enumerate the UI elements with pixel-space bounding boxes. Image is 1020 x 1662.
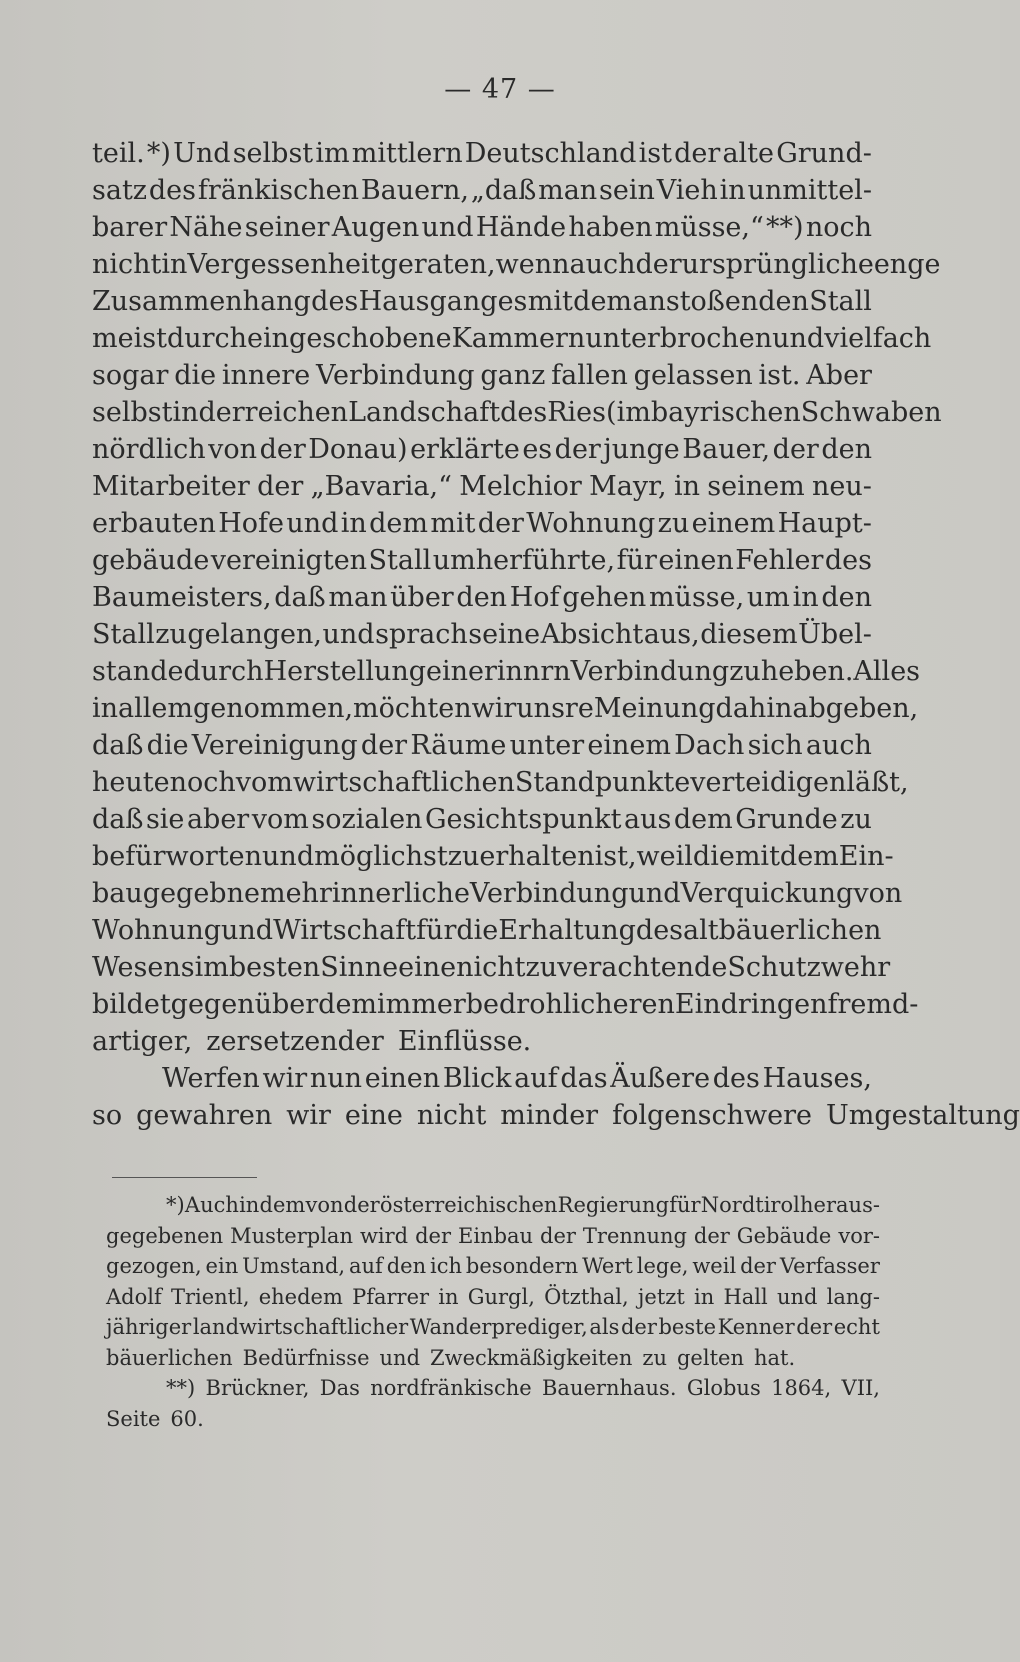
footnote-line: *) Auch in dem von der österreichischen Regierung für Nordtirol heraus- [166, 1193, 880, 1217]
text-line: nicht in Vergessenheit geraten, wenn auch der ursprüngliche enge [92, 249, 941, 280]
text-line: stande durch Herstellung einer innrn Verbindung zu heben. Alles [92, 656, 921, 687]
text-line: Baumeisters, daß man über den Hof gehen müsse, um in den [92, 582, 872, 613]
text-line: bau gegebne mehr innerliche Verbindung und Verquickung von [92, 878, 903, 909]
text-line: so gewahren wir eine nicht minder folgenschwere Umgestaltung [92, 1100, 1020, 1131]
footnotes [106, 1190, 880, 1434]
text-line: erbauten Hofe und in dem mit der Wohnung zu einem Haupt- [92, 508, 872, 539]
text-line: in allem genommen, möchten wir unsre Meinung dahin abgeben, [92, 693, 919, 724]
text-line: daß die Vereinigung der Räume unter einem Dach sich auch [92, 730, 872, 761]
text-line: befürworten und möglichst zu erhalten ist, weil die mit dem Ein- [92, 841, 894, 872]
text-line: Stall zu gelangen, und sprach seine Absicht aus, diesem Übel- [92, 619, 872, 650]
footnote-line: Seite 60. [106, 1406, 204, 1431]
text-line: Mitarbeiter der „Bavaria,“ Melchior Mayr, in seinem neu- [92, 471, 872, 502]
text-line: teil. *) Und selbst im mittlern Deutschland ist der alte Grund- [92, 138, 872, 169]
page-number: — 47 — [444, 74, 556, 105]
text-line: nördlich von der Donau) erklärte es der junge Bauer, der den [92, 434, 872, 465]
footnote-divider [112, 1177, 257, 1178]
footnote-line: gegebenen Musterplan wird der Einbau der Trennung der Gebäude vor- [106, 1223, 880, 1248]
footnote-line: **) Brückner, Das nordfränkische Bauernhaus. Globus 1864, VII, [166, 1376, 880, 1400]
footnote-line: jähriger landwirtschaftlicher Wanderprediger, als der beste Kenner der echt [106, 1315, 880, 1339]
text-line: meist durch eingeschobene Kammern unterbrochen und vielfach [92, 323, 932, 354]
footnote-line: gezogen, ein Umstand, auf den ich besondern Wert lege, weil der Verfasser [106, 1254, 880, 1278]
text-line: barer Nähe seiner Augen und Hände haben müsse,“ **) noch [92, 212, 872, 243]
text-line: heute noch vom wirtschaftlichen Standpunkte verteidigen läßt, [92, 767, 909, 798]
text-line: gebäude vereinigten Stall umherführte, für einen Fehler des [92, 545, 872, 576]
text-line: Wesens im besten Sinne eine nicht zu verachtende Schutzwehr [92, 952, 891, 983]
text-line: sogar die innere Verbindung ganz fallen gelassen ist. Aber [92, 360, 872, 391]
text-line: Wohnung und Wirtschaft für die Erhaltung des altbäuerlichen [92, 915, 882, 946]
footnote-line: bäuerlichen Bedürfnisse und Zweckmäßigkeiten zu gelten hat. [106, 1345, 796, 1370]
text-line: daß sie aber vom sozialen Gesichtspunkt aus dem Grunde zu [92, 804, 872, 835]
footnote-line: Adolf Trientl, ehedem Pfarrer in Gurgl, Ötzthal, jetzt in Hall und lang- [106, 1284, 880, 1309]
text-line: Zusammenhang des Hausganges mit dem anstoßenden Stall [92, 286, 872, 317]
text-line: artiger, zersetzender Einflüsse. [92, 1026, 532, 1057]
text-line: selbst in der reichen Landschaft des Ries (im bayrischen Schwaben [92, 397, 942, 428]
text-line: bildet gegenüber dem immer bedrohlicheren Eindringen fremd- [92, 989, 919, 1020]
text-line: Werfen wir nun einen Blick auf das Äußere des Hauses, [162, 1063, 872, 1094]
body-text [92, 135, 1020, 1134]
text-line: satz des fränkischen Bauern, „daß man sein Vieh in unmittel- [92, 175, 872, 206]
